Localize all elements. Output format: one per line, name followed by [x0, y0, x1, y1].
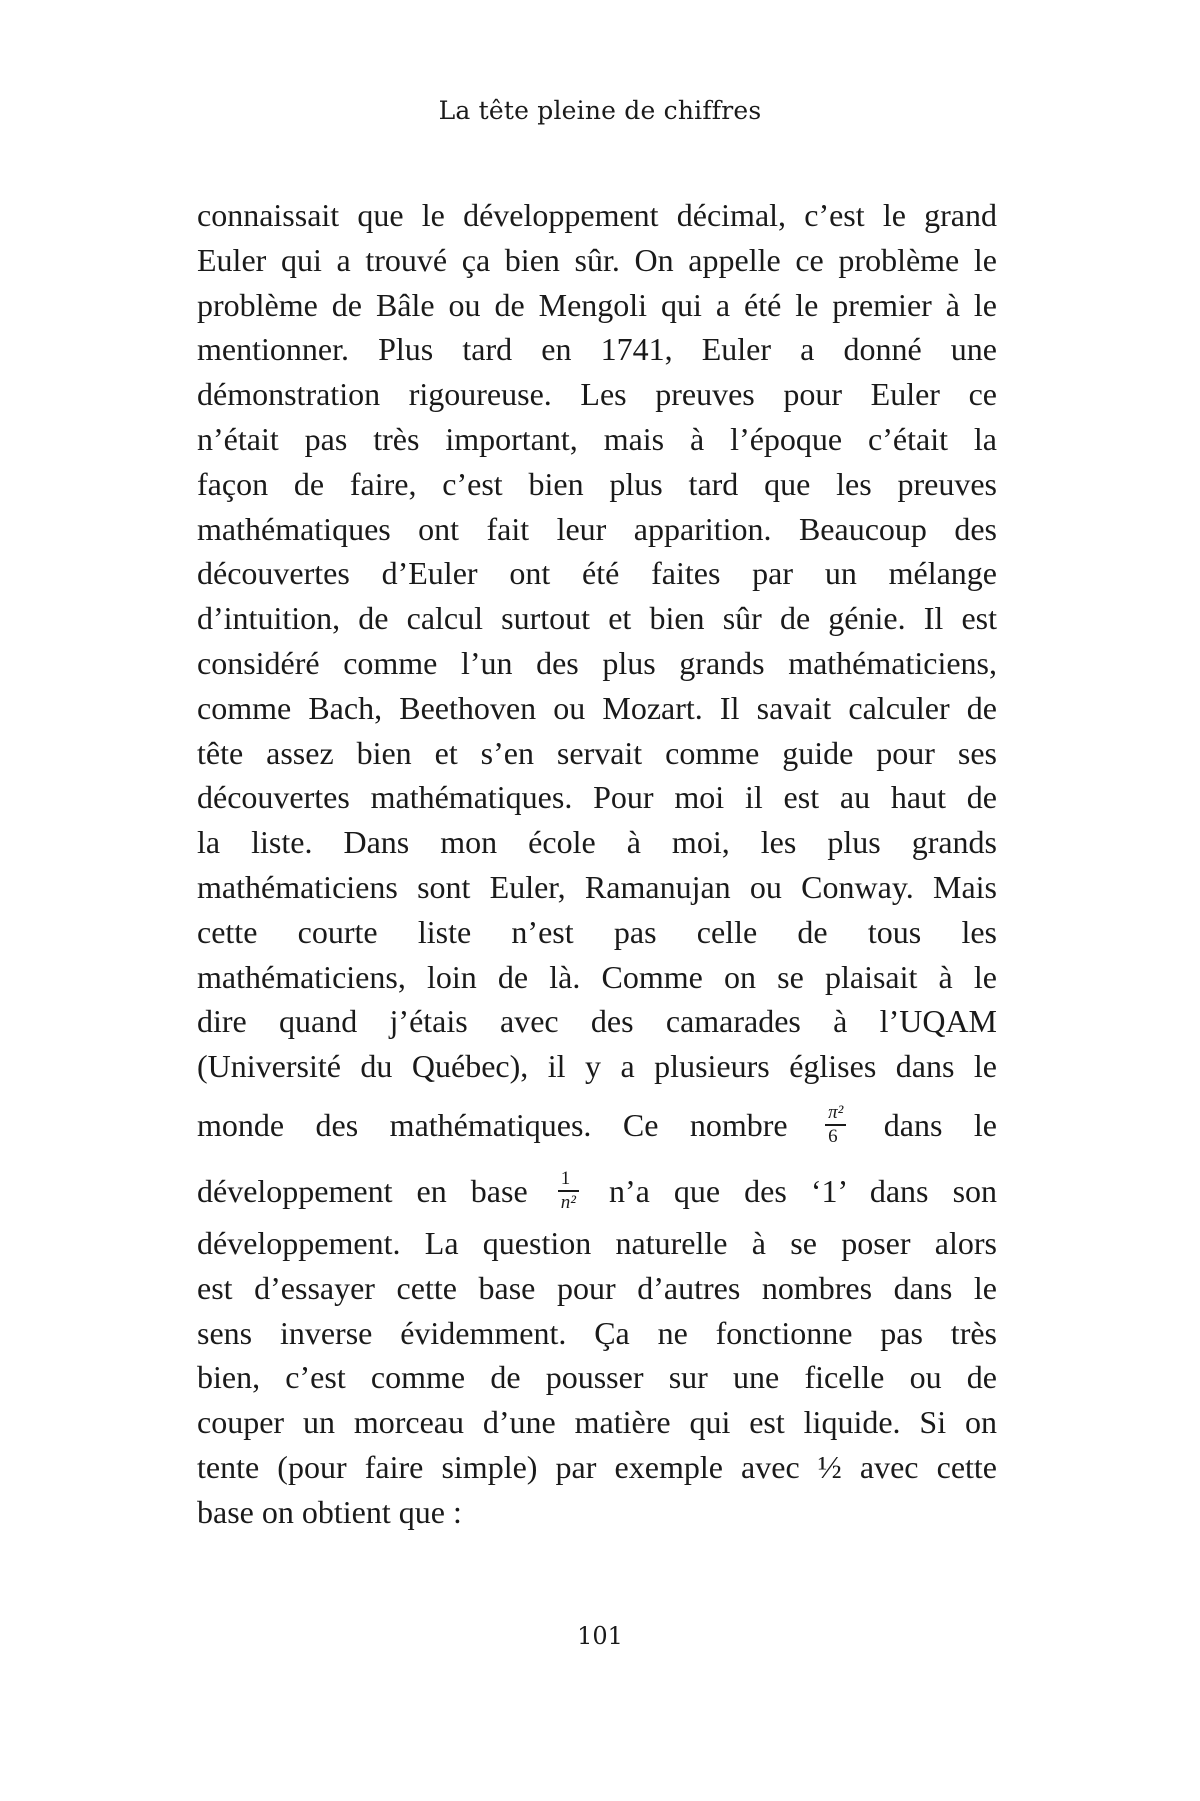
running-header: La tête pleine de chiffres: [438, 96, 762, 125]
page-number: 101: [577, 1622, 623, 1650]
text-line: tente (pour faire simple) par exemple avec ½ avec cette: [197, 1448, 997, 1485]
text-line: considéré comme l’un des plus grands mathématiciens,: [197, 644, 997, 681]
math-line-text: n’a que des ‘1’ dans son: [608, 1172, 998, 1209]
text-line: mathématiques ont fait leur apparition. Beaucoup des: [197, 510, 997, 547]
text-line: connaissait que le développement décimal, c’est le grand: [197, 197, 997, 233]
math-line-pi-squared: [197, 1095, 997, 1155]
text-line: développement. La question naturelle à se poser alors: [197, 1224, 997, 1261]
text-line: démonstration rigoureuse. Les preuves pour Euler ce: [197, 376, 997, 413]
text-line: tête assez bien et s’en servait comme guide pour ses: [197, 734, 997, 771]
fraction-one-over-n-squared: [558, 1168, 579, 1214]
fraction-numerator: 1: [558, 1168, 579, 1192]
math-line-text: dans le: [883, 1106, 998, 1143]
text-line: comme Bach, Beethoven ou Mozart. Il savait calculer de: [197, 689, 997, 726]
text-line: est d’essayer cette base pour d’autres nombres dans le: [197, 1269, 997, 1306]
text-line: mentionner. Plus tard en 1741, Euler a donné une: [197, 331, 997, 368]
text-line: dire quand j’étais avec des camarades à l’UQAM: [197, 1003, 997, 1040]
text-line: mathématiciens sont Euler, Ramanujan ou Conway. Mais: [197, 868, 997, 905]
math-line-text: monde des mathématiques. Ce nombre: [197, 1106, 788, 1143]
text-line: Euler qui a trouvé ça bien sûr. On appelle ce problème le: [197, 241, 997, 278]
text-line: couper un morceau d’une matière qui est liquide. Si on: [197, 1404, 997, 1441]
text-line: la liste. Dans mon école à moi, les plus grands: [197, 824, 997, 861]
body-text: [197, 193, 997, 1535]
text-line: n’était pas très important, mais à l’époque c’était la: [197, 420, 997, 457]
math-line-base: [197, 1161, 997, 1221]
text-line: base on obtient que :: [197, 1493, 462, 1530]
fraction-denominator: 6: [828, 1125, 838, 1147]
text-line: découvertes mathématiques. Pour moi il est au haut de: [197, 779, 997, 816]
text-line: découvertes d’Euler ont été faites par un mélange: [197, 555, 997, 592]
text-line: d’intuition, de calcul surtout et bien sûr de génie. Il est: [197, 600, 997, 637]
math-line-text: développement en base: [197, 1172, 528, 1209]
fraction-numerator: π²: [825, 1102, 846, 1126]
text-line: problème de Bâle ou de Mengoli qui a été le premier à le: [197, 286, 997, 323]
text-line: sens inverse évidemment. Ça ne fonctionne pas très: [197, 1314, 997, 1351]
text-line: façon de faire, c’est bien plus tard que les preuves: [197, 465, 997, 502]
text-line: mathématiciens, loin de là. Comme on se plaisait à le: [197, 958, 997, 995]
text-line: bien, c’est comme de pousser sur une ficelle ou de: [197, 1359, 997, 1396]
fraction-pi-squared-over-six: [825, 1102, 846, 1148]
fraction-denominator: n²: [560, 1191, 576, 1213]
text-line: cette courte liste n’est pas celle de tous les: [197, 913, 997, 950]
text-line: (Université du Québec), il y a plusieurs églises dans le: [197, 1048, 997, 1085]
